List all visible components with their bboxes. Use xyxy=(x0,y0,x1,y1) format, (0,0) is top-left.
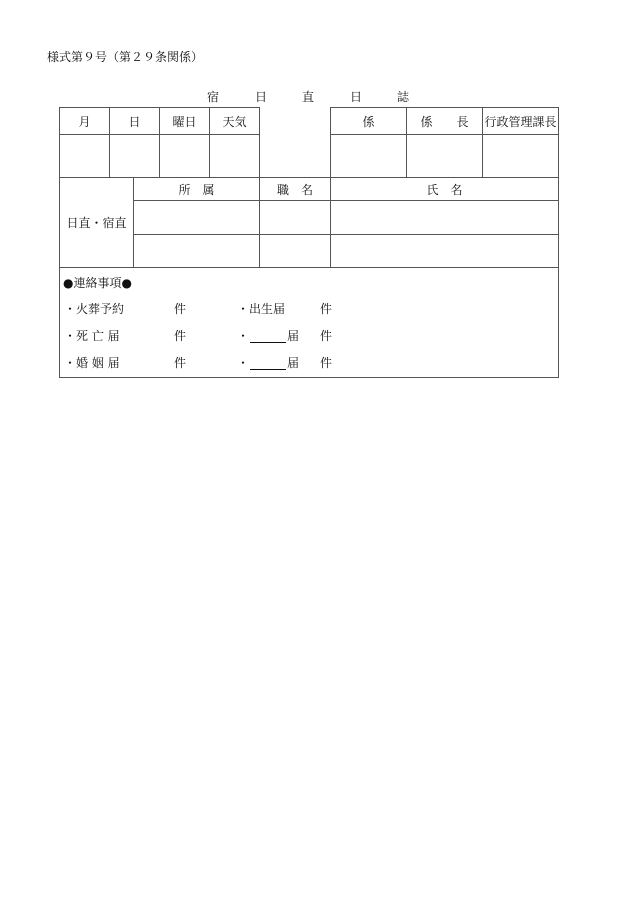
title-char: 誌 xyxy=(397,90,410,104)
note-unit: 件 xyxy=(320,329,333,343)
staff-seal-field[interactable] xyxy=(330,134,407,178)
note-bullet: ・ xyxy=(237,356,250,370)
note-unit: 件 xyxy=(174,302,187,316)
header-day: 日 xyxy=(109,107,160,135)
note-suffix: 届 xyxy=(287,356,300,370)
note-unit: 件 xyxy=(320,356,333,370)
affiliation-header: 所 属 xyxy=(133,177,260,201)
title-char: 日 xyxy=(350,90,363,104)
chief-seal-field[interactable] xyxy=(406,134,483,178)
note-cremation: ・火葬予約 xyxy=(64,302,125,316)
note-birth: ・出生届 xyxy=(237,302,286,316)
title-char: 日 xyxy=(255,90,268,104)
month-field[interactable] xyxy=(59,134,110,178)
name-header: 氏 名 xyxy=(330,177,559,201)
director-seal-field[interactable] xyxy=(482,134,559,178)
title-char: 直 xyxy=(302,90,315,104)
name-field-2[interactable] xyxy=(330,234,559,268)
weekday-field[interactable] xyxy=(159,134,210,178)
header-weather: 天気 xyxy=(209,107,260,135)
header-month: 月 xyxy=(59,107,110,135)
note-death: ・死 亡 届 xyxy=(64,329,120,343)
note-unit: 件 xyxy=(174,356,187,370)
form-number-label: 様式第９号（第２９条関係） xyxy=(47,50,204,64)
note-bullet: ・ xyxy=(237,329,250,343)
header-weekday: 曜日 xyxy=(159,107,210,135)
blank-field[interactable] xyxy=(250,358,286,370)
position-header: 職 名 xyxy=(259,177,331,201)
duty-row-label: 日直・宿直 xyxy=(59,177,134,268)
header-chief: 係 長 xyxy=(406,107,483,135)
notes-heading: ●連絡事項● xyxy=(63,276,132,290)
position-field-1[interactable] xyxy=(259,200,331,235)
note-unit: 件 xyxy=(320,302,333,316)
affiliation-field-1[interactable] xyxy=(133,200,260,235)
weather-field[interactable] xyxy=(209,134,260,178)
header-director: 行政管理課長 xyxy=(482,107,559,135)
note-marriage: ・婚 姻 届 xyxy=(64,356,120,370)
position-field-2[interactable] xyxy=(259,234,331,268)
note-unit: 件 xyxy=(174,329,187,343)
title-char: 宿 xyxy=(207,90,220,104)
name-field-1[interactable] xyxy=(330,200,559,235)
affiliation-field-2[interactable] xyxy=(133,234,260,268)
header-staff: 係 xyxy=(330,107,407,135)
day-field[interactable] xyxy=(109,134,160,178)
note-suffix: 届 xyxy=(287,329,300,343)
blank-field[interactable] xyxy=(250,331,286,343)
notes-section xyxy=(59,267,559,378)
